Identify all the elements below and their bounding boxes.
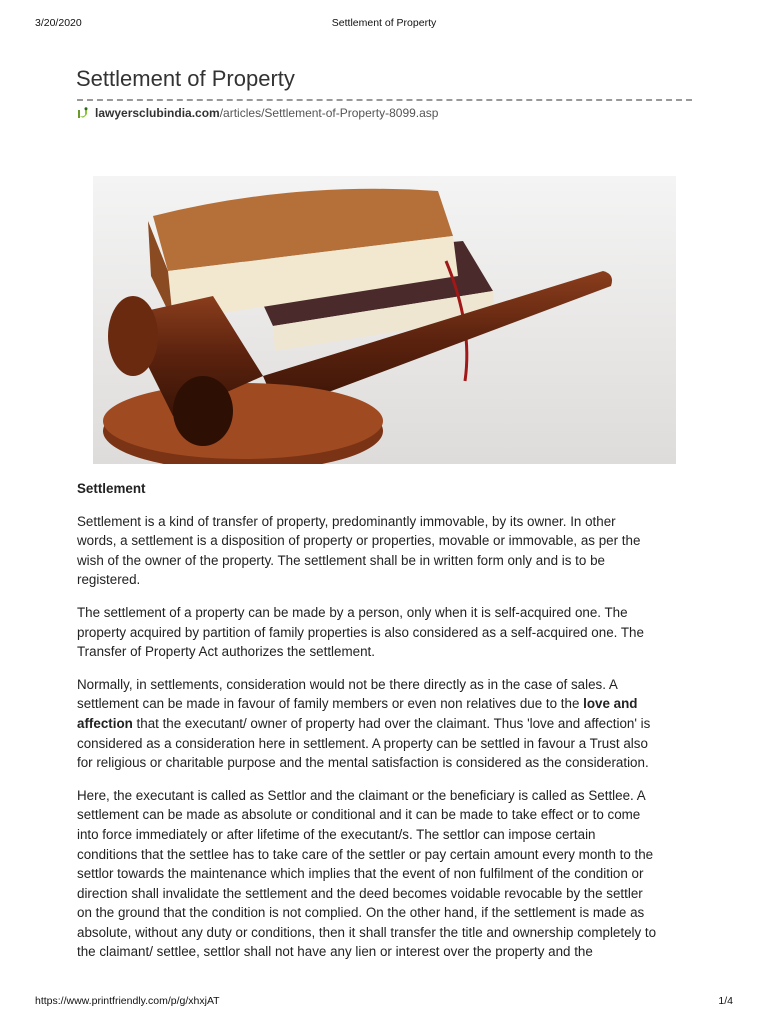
text-line: settlor towards the maintenance which implies that the event of non fulfilment of the condition or	[77, 866, 644, 882]
print-header-title: Settlement of Property	[331, 17, 437, 29]
text-line: The settlement of a property can be made by a person, only when it is self-acquired one. The	[77, 604, 628, 620]
text-line: considered as a consideration here in settlement. A property can be settled in favour a Trust also	[77, 735, 648, 751]
text-line: conditions that the settlee has to take care of the settler or pay certain amount every month to the	[77, 846, 654, 862]
paragraph-4	[77, 786, 697, 962]
print-date: 3/20/2020	[35, 17, 82, 29]
paragraph-2	[77, 603, 697, 662]
source-link[interactable]	[77, 106, 438, 120]
text-line: words, a settlement is a disposition of property or properties, movable or immovable, as per the	[77, 533, 641, 549]
article-title: Settlement of Property	[76, 66, 295, 91]
page-number: 1/4	[718, 995, 733, 1007]
bold-phrase: affection	[77, 715, 133, 731]
text-line: absolute, without any duty or conditions, then it shall transfer the title and ownership completely to	[77, 924, 657, 940]
text-line: wish of the owner of the property. The settlement shall be in written form only and is to be	[77, 552, 605, 568]
paragraph-1	[77, 512, 697, 590]
text-line: Here, the executant is called as Settlor and the claimant or the beneficiary is called as Settlee. A	[77, 787, 646, 803]
text-segment: settlement can be made in favour of family members or even non relatives due to the	[77, 696, 584, 712]
site-favicon-icon	[77, 107, 89, 120]
text-line: registered.	[77, 572, 141, 588]
section-heading: Settlement	[77, 481, 146, 496]
source-path[interactable]: /articles/Settlement-of-Property-8099.asp	[219, 106, 439, 120]
paragraph-3	[77, 675, 697, 773]
text-line: Transfer of Property Act authorizes the settlement.	[77, 644, 375, 660]
title-divider	[77, 99, 692, 101]
source-domain[interactable]: lawyersclubindia.com	[95, 106, 220, 120]
text-line: direction shall invalidate the settlement and the deed becomes voidable revocable by the settler	[77, 885, 643, 901]
text-line: settlement can be made as absolute or conditional and it can be made to take effect or to come	[77, 807, 641, 823]
text-line: for religious or charitable purpose and the mental satisfaction is considered as the consideration.	[77, 755, 649, 771]
text-line: on the ground that the condition is not complied. On the other hand, if the settlement is made as	[77, 905, 645, 921]
text-line: property acquired by partition of family properties is also considered as a self-acquired one. The	[77, 624, 644, 640]
bold-phrase: love and	[583, 696, 638, 712]
text-segment: that the executant/ owner of property had over the claimant. Thus 'love and affection' is	[132, 715, 651, 731]
article-hero-image	[93, 176, 676, 464]
text-line	[77, 694, 697, 714]
article-body	[77, 479, 697, 975]
text-line: into force immediately or after lifetime of the executant/s. The settlor can impose certain	[77, 826, 596, 842]
text-line: Settlement is a kind of transfer of property, predominantly immovable, by its owner. In other	[77, 513, 616, 529]
text-line: the claimant/ settlee, settlor shall not have any lien or interest over the property and the	[77, 944, 593, 960]
text-line: Normally, in settlements, consideration would not be there directly as in the case of sales. A	[77, 676, 618, 692]
text-line	[77, 714, 697, 734]
footer-url: https://www.printfriendly.com/p/g/xhxjAT	[35, 995, 220, 1007]
